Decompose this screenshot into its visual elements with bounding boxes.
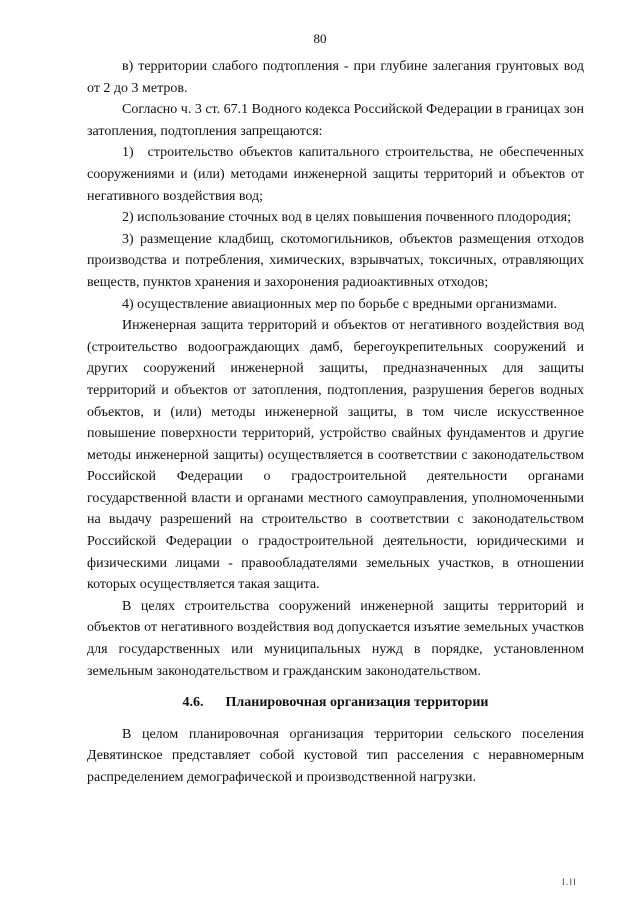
- section-number: 4.6.: [182, 695, 204, 711]
- paragraph-weak-flooding: в) территории слабого подтопления - при глубине залегания грунтовых вод от 2 до 3 метров.: [87, 59, 584, 96]
- paragraph-engineering-protection: Инженерная защита территорий и объектов от негативного воздействия вод (строительство водоограждающих дамб, берегоукрепительных сооружений и других сооружений инженерной защиты, предназначенных для защиты территорий и объектов от затопления, подтопления, разрушения берегов водных объектов, и (или) методы инженерной защиты, в том числе искусственное повышение поверхности территорий, устройство свайных фундаментов и другие методы инженерной защиты) осуществляется в соответствии с законодательством Российской Федерации о градостроительной деятельности органами государственной власти и органами местного самоуправления, уполномоченными на выдачу разрешений на строительство в соответствии с законодательством Российской Федерации о градостроительной деятельности, юридическими и физическими лицами - правообладателями земельных участков, в отношении которых осуществляется такая защита.: [87, 318, 584, 593]
- paragraph-item-1: 1) строительство объектов капитального строительства, не обеспеченных сооружениями и (или) методами инженерной защиты территорий и объектов от негативного воздействия вод;: [87, 145, 584, 204]
- document-body: [87, 56, 584, 789]
- paragraph-item-3: 3) размещение кладбищ, скотомогильников, объектов размещения отходов производства и потребления, химических, взрывчатых, токсичных, отравляющих веществ, пунктов хранения и захоронения радиоактивных отходов;: [87, 231, 584, 290]
- paragraph-land-seizure: В целях строительства сооружений инженерной защиты территорий и объектов от негативного воздействия вод допускается изъятие земельных участков для государственных или муниципальных нужд в порядке, установленном земельным законодательством и гражданским законодательством.: [87, 598, 584, 679]
- paragraph-item-4: 4) осуществление авиационных мер по борьбе с вредными организмами.: [122, 296, 557, 312]
- paragraph-planning-organization: В целом планировочная организация территории сельского поселения Девятинское представляет собой кустовой тип расселения с неравномерным распределением демографической и производственной нагрузки.: [87, 726, 584, 785]
- paragraph-item-2: 2) использование сточных вод в целях повышения почвенного плодородия;: [122, 210, 571, 226]
- corner-mark: I.II: [562, 878, 577, 888]
- section-heading: [87, 692, 584, 714]
- paragraph-water-code-intro: Согласно ч. 3 ст. 67.1 Водного кодекса Российской Федерации в границах зон затопления, подтопления запрещаются:: [87, 102, 584, 139]
- page-number: 80: [313, 31, 327, 46]
- section-title: Планировочная организация территории: [225, 695, 489, 711]
